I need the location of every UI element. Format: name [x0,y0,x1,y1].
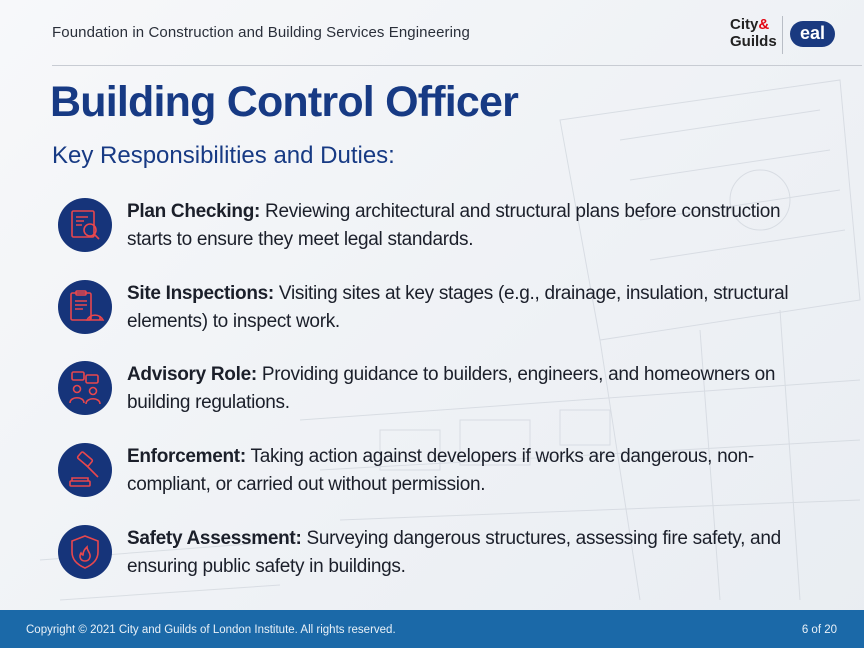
fire-shield-icon [58,525,112,579]
item-body: Taking action against developers if works are dangerous, non-compliant, or carried out without permission. [127,446,754,495]
advisory-people-icon [58,361,112,415]
gavel-icon [58,443,112,497]
plan-checking-icon [58,198,112,252]
logo-divider [782,16,783,54]
page-title: Building Control Officer [50,78,519,126]
course-title: Foundation in Construction and Building Services Engineering [52,24,470,41]
list-item-advisory-role [58,359,818,435]
list-item-site-inspections [58,278,818,354]
page-number: 6 of 20 [801,624,837,636]
item-body: Reviewing architectural and structural plans before construction starts to ensure they meet legal standards. [127,201,781,250]
site-inspection-icon [58,280,112,334]
list-item-plan-checking [58,196,818,272]
eal-logo: eal [790,21,835,47]
item-heading: Safety Assessment: [127,528,302,549]
logo-ampersand: & [758,16,770,33]
header-divider [52,65,862,66]
item-body: Providing guidance to builders, engineers, and homeowners on building regulations. [127,364,776,413]
item-heading: Enforcement: [127,446,246,467]
copyright-text: Copyright © 2021 City and Guilds of London Institute. All rights reserved. [26,624,396,636]
list-item-enforcement [58,441,818,517]
item-heading: Site Inspections: [127,283,274,304]
item-body: Visiting sites at key stages (e.g., drainage, insulation, structural elements) to inspect work. [127,283,789,332]
logo-guilds-text: Guilds [730,33,777,50]
page-subtitle: Key Responsibilities and Duties: [52,142,395,169]
footer-bar [0,610,864,648]
logo-city-text: City [730,16,759,33]
list-item-safety-assessment [58,523,818,599]
item-body: Surveying dangerous structures, assessing fire safety, and ensuring public safety in buildings. [127,528,781,577]
item-heading: Plan Checking: [127,201,261,222]
city-and-guilds-logo [730,16,778,56]
item-heading: Advisory Role: [127,364,257,385]
